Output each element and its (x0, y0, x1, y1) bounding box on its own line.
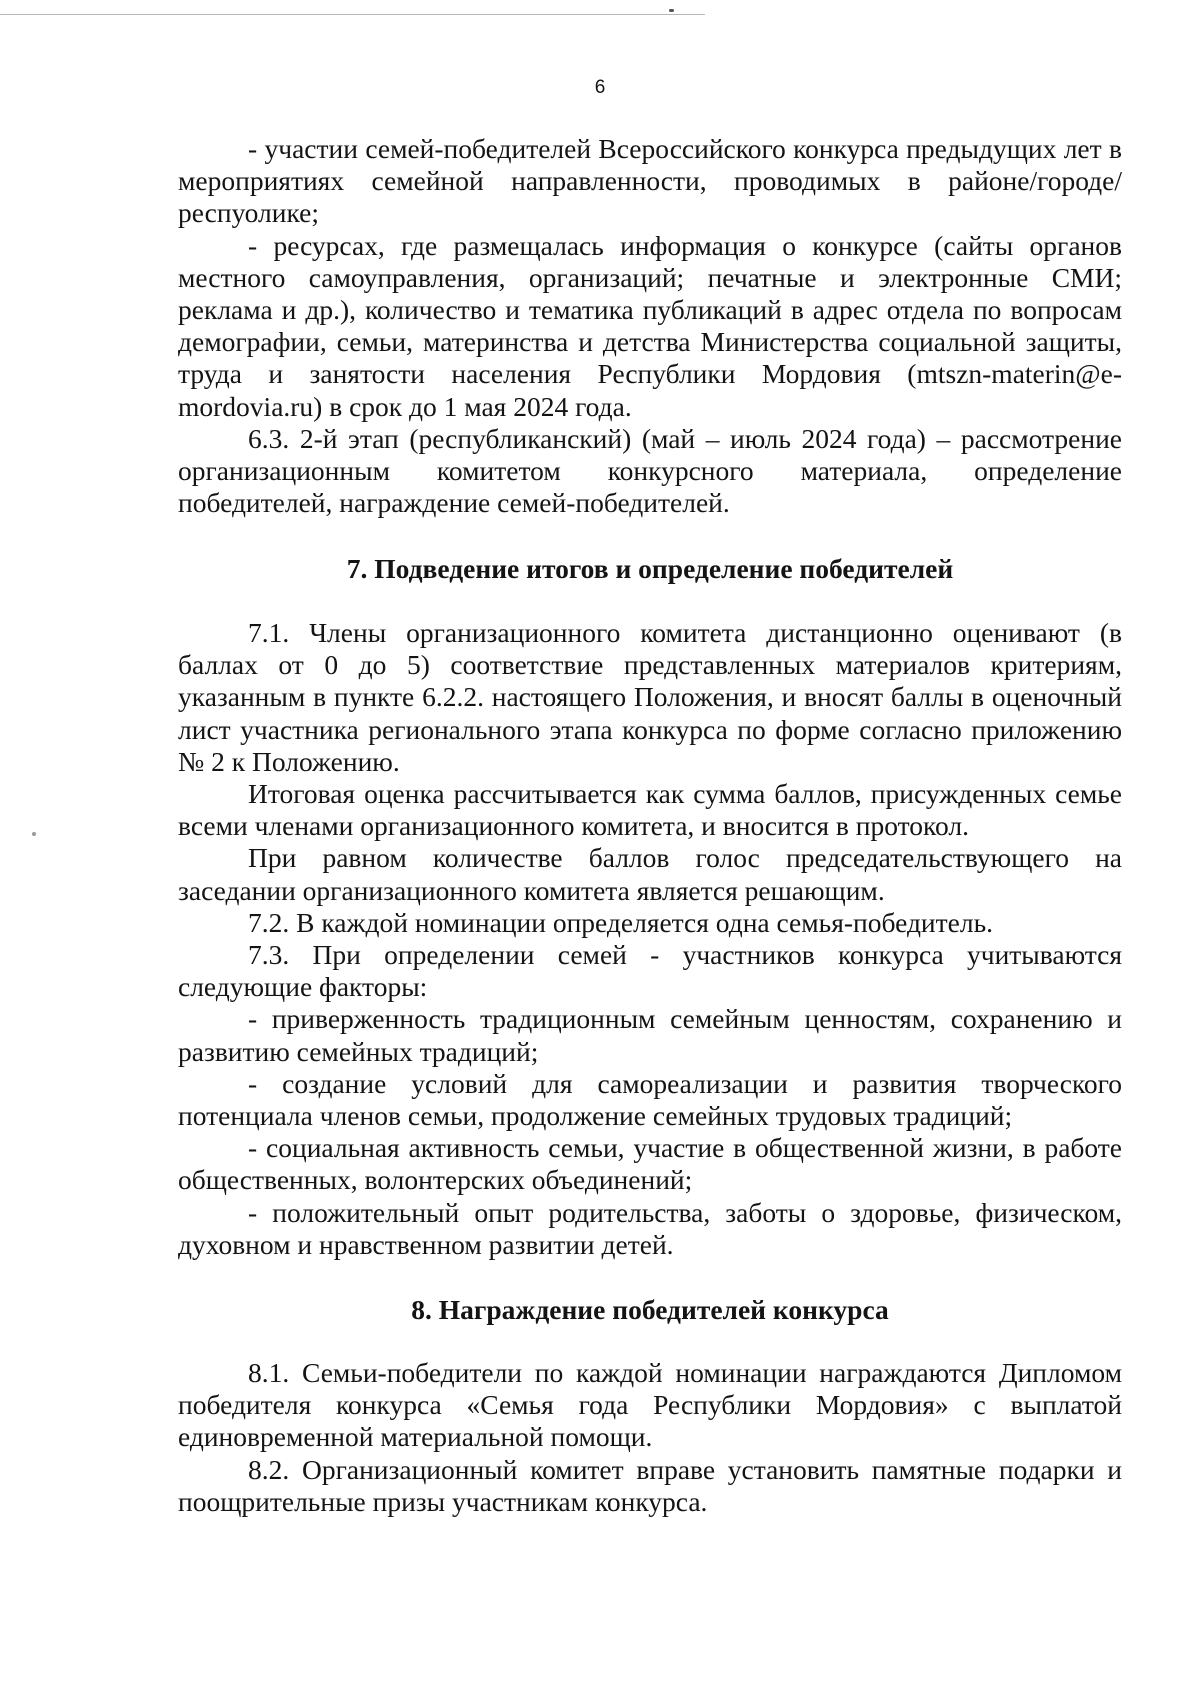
page-number: 6 (594, 77, 606, 98)
clause-7-3: 7.3. При определении семей - участников конкурса учитываются следующие факторы: (178, 939, 1122, 1003)
factor-social-activity: - социальная активность семьи, участие в общественной жизни, в работе общественных, волонтерских объединений; (178, 1132, 1122, 1196)
list-item-participation: - участии семей-победителей Всероссийского конкурса предыдущих лет в мероприятиях семейной направленности, проводимых в районе/городе/респуолике; (178, 133, 1122, 229)
section-7-body (178, 617, 1122, 1261)
continued-list-block (178, 133, 1122, 519)
factor-self-realization: - создание условий для самореализации и развития творческого потенциала членов семьи, продолжение семейных трудовых традиций; (178, 1067, 1122, 1132)
section-8-heading: 8. Награждение победителей конкурса (411, 1294, 889, 1325)
scan-mark (669, 9, 674, 12)
clause-7-1: 7.1. Члены организационного комитета дистанционно оценивают (в баллах от 0 до 5) соответствие представленных материалов критериям, указанным в пункте 6.2.2. настоящего Положения, и вносят баллы в оценочный лист участника регионального этапа конкурса по форме согласно приложению № 2 к Положению. (178, 617, 1122, 777)
section-7-heading: 7. Подведение итогов и определение победителей (346, 553, 954, 584)
list-item-resources: - ресурсах, где размещалась информация о конкурсе (сайты органов местного самоуправления, организаций; печатные и электронные СМИ; реклама и др.), количество и тематика публикаций в адрес отдела по вопросам демографии, семьи, материнства и детства Министерства социальной защиты, труда и занятости населения Республики Мордовия (mtszn-materin@e-mordovia.ru) в срок до 1 мая 2024 года. (178, 229, 1122, 422)
clause-8-2: 8.2. Организационный комитет вправе установить памятные подарки и поощрительные призы участникам конкурса. (178, 1453, 1122, 1517)
factor-parenting: - положительный опыт родительства, заботы о здоровье, физическом, духовном и нравственном развитии детей. (178, 1196, 1122, 1260)
scan-edge-line (0, 14, 705, 15)
clause-6-3: 6.3. 2-й этап (республиканский) (май – июль 2024 года) – рассмотрение организационным комитетом конкурсного материала, определение победителей, награждение семей-победителей. (178, 422, 1122, 519)
paragraph-tie-rule: При равном количестве баллов голос председательствующего на заседании организационного комитета является решающим. (178, 842, 1122, 906)
clause-7-2: 7.2. В каждой номинации определяется одна семья-победитель. (248, 906, 994, 938)
section-8-body (178, 1357, 1122, 1518)
scan-dot (32, 832, 36, 836)
clause-8-1: 8.1. Семьи-победители по каждой номинации награждаются Дипломом победителя конкурса «Семья года Республики Мордовия» с выплатой единовременной материальной помощи. (178, 1357, 1122, 1453)
factor-family-values: - приверженность традиционным семейным ценностям, сохранению и развитию семейных традиций; (178, 1003, 1122, 1067)
paragraph-final-score: Итоговая оценка рассчитывается как сумма баллов, присужденных семье всеми членами организационного комитета, и вносится в протокол. (178, 778, 1122, 842)
